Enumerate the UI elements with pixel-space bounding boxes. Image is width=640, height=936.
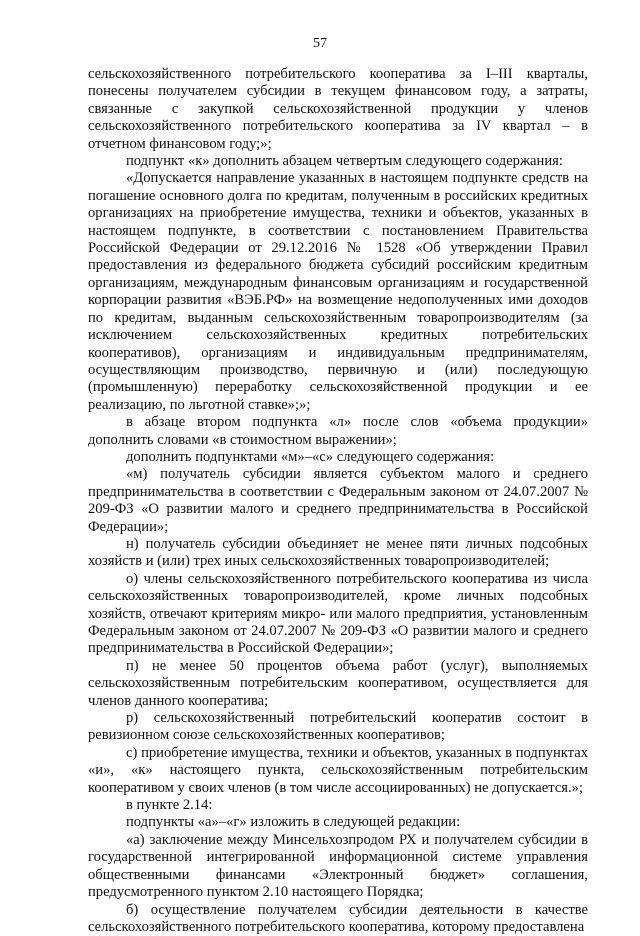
paragraph-item-p: п) не менее 50 процентов объема работ (услуг), выполняемых сельскохозяйственным потребительским кооперативом, осуществляется для членов данного кооператива; <box>88 658 588 710</box>
document-body <box>88 66 588 936</box>
paragraph-subpoint-k: подпункт «к» дополнить абзацем четвертым следующего содержания: <box>88 153 588 170</box>
paragraph-item-o: о) члены сельскохозяйственного потребительского кооператива из числа сельскохозяйственных товаропроизводителей, кроме личных подсобных хозяйств, отвечают критериям микро- или малого предприятия, установленным Федеральным законом от 24.07.2007 № 209-ФЗ «О развитии малого и среднего предпринимательства в Российской Федерации»; <box>88 571 588 658</box>
paragraph-add-subpoints: дополнить подпунктами «м»–«с» следующего содержания: <box>88 449 588 466</box>
paragraph-subpoint-l: в абзаце втором подпункта «л» после слов «объема продукции» дополнить словами «в стоимостном выражении»; <box>88 414 588 449</box>
paragraph-item-a: «а) заключение между Минсельхозпродом РХ и получателем субсидии в государственной интегрированной информационной системе управления общественными финансами «Электронный бюджет» соглашения, предусмотренного пунктом 2.10 настоящего Порядка; <box>88 832 588 902</box>
paragraph-item-r: р) сельскохозяйственный потребительский кооператив состоит в ревизионном союзе сельскохозяйственных кооперативов; <box>88 710 588 745</box>
paragraph-item-n: н) получатель субсидии объединяет не менее пяти личных подсобных хозяйств и (или) трех иных сельскохозяйственных товаропроизводителей; <box>88 536 588 571</box>
paragraph-continuation: сельскохозяйственного потребительского кооператива за I–III кварталы, понесены получателем субсидии в текущем финансовом году, а затраты, связанные с закупкой сельскохозяйственной продукции у членов сельскохозяйственного потребительского кооператива за IV квартал – в отчетном финансовом году;»; <box>88 66 588 153</box>
paragraph-point-2-14: в пункте 2.14: <box>88 797 588 814</box>
paragraph-item-m: «м) получатель субсидии является субъектом малого и среднего предпринимательства в соответствии с Федеральным законом от 24.07.2007 № 209-ФЗ «О развитии малого и среднего предпринимательства в Российской Федерации»; <box>88 466 588 536</box>
paragraph-subpoints-a-g: подпункты «а»–«г» изложить в следующей редакции: <box>88 814 588 831</box>
page-number: 57 <box>0 36 640 52</box>
paragraph-item-b: б) осуществление получателем субсидии деятельности в качестве сельскохозяйственного потребительского кооператива, которому предоставлена <box>88 902 588 936</box>
paragraph-quote-loans: «Допускается направление указанных в настоящем подпункте средств на погашение основного долга по кредитам, полученным в российских кредитных организациях на приобретение имущества, техники и объектов, указанных в настоящем подпункте, в соответствии с постановлением Правительства Российской Федерации от 29.12.2016 № 1528 «Об утверждении Правил предоставления из федерального бюджета субсидий российским кредитным организациям, международным финансовым организациям и государственной корпорации развития «ВЭБ.РФ» на возмещение недополученных ими доходов по кредитам, выданным сельскохозяйственным товаропроизводителям (за исключением сельскохозяйственных кредитных потребительских кооперативов), организациям и индивидуальным предпринимателям, осуществляющим производство, первичную и (или) последующую (промышленную) переработку сельскохозяйственной продукции и ее реализацию, по льготной ставке»;»; <box>88 170 588 414</box>
paragraph-item-s: с) приобретение имущества, техники и объектов, указанных в подпунктах «и», «к» настоящего пункта, сельскохозяйственным потребительским кооперативом у своих членов (в том числе ассоциированных) не допускается.»; <box>88 745 588 797</box>
